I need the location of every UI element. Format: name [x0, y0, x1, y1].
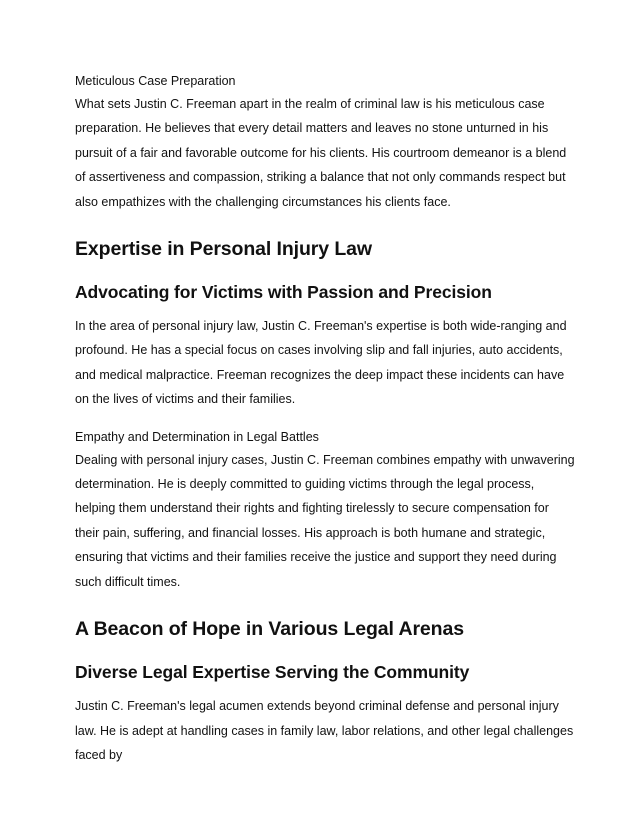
- paragraph-case-preparation: What sets Justin C. Freeman apart in the realm of criminal law is his meticulous case preparation. He believes that every detail matters and leaves no stone unturned in his pursuit of a fair and favorable outcome for his clients. His courtroom demeanor is a blend of assertiveness and compassion, striking a balance that not only commands respect but also empathizes with the challenging circumstances his clients face.: [75, 97, 567, 209]
- subheading-diverse-expertise: Diverse Legal Expertise Serving the Community: [75, 662, 470, 683]
- section-subheading-empathy: Empathy and Determination in Legal Battles: [75, 429, 319, 444]
- heading-beacon-of-hope: A Beacon of Hope in Various Legal Arenas: [75, 618, 464, 641]
- section-subheading-case-preparation: Meticulous Case Preparation: [75, 74, 236, 88]
- paragraph-diverse-expertise: Justin C. Freeman's legal acumen extends beyond criminal defense and personal injury law. He is adept at handling cases in family law, labor relations, and other legal challenges faced by: [75, 699, 574, 762]
- heading-personal-injury: Expertise in Personal Injury Law: [75, 238, 372, 261]
- paragraph-personal-injury: In the area of personal injury law, Justin C. Freeman's expertise is both wide-ranging and profound. He has a special focus on cases involving slip and fall injuries, auto accidents, and medical malpractice. Freeman recognizes the deep impact these incidents can have on the lives of victims and their families.: [75, 319, 567, 407]
- subheading-advocating-victims: Advocating for Victims with Passion and Precision: [75, 282, 492, 303]
- paragraph-empathy: Dealing with personal injury cases, Justin C. Freeman combines empathy with unwavering determination. He is deeply committed to guiding victims through the legal process, helping them understand their rights and fighting tirelessly to secure compensation for their pain, suffering, and financial losses. His approach is both humane and strategic, ensuring that victims and their families receive the justice and support they need during such difficult times.: [75, 452, 575, 589]
- document-content: [75, 72, 575, 767]
